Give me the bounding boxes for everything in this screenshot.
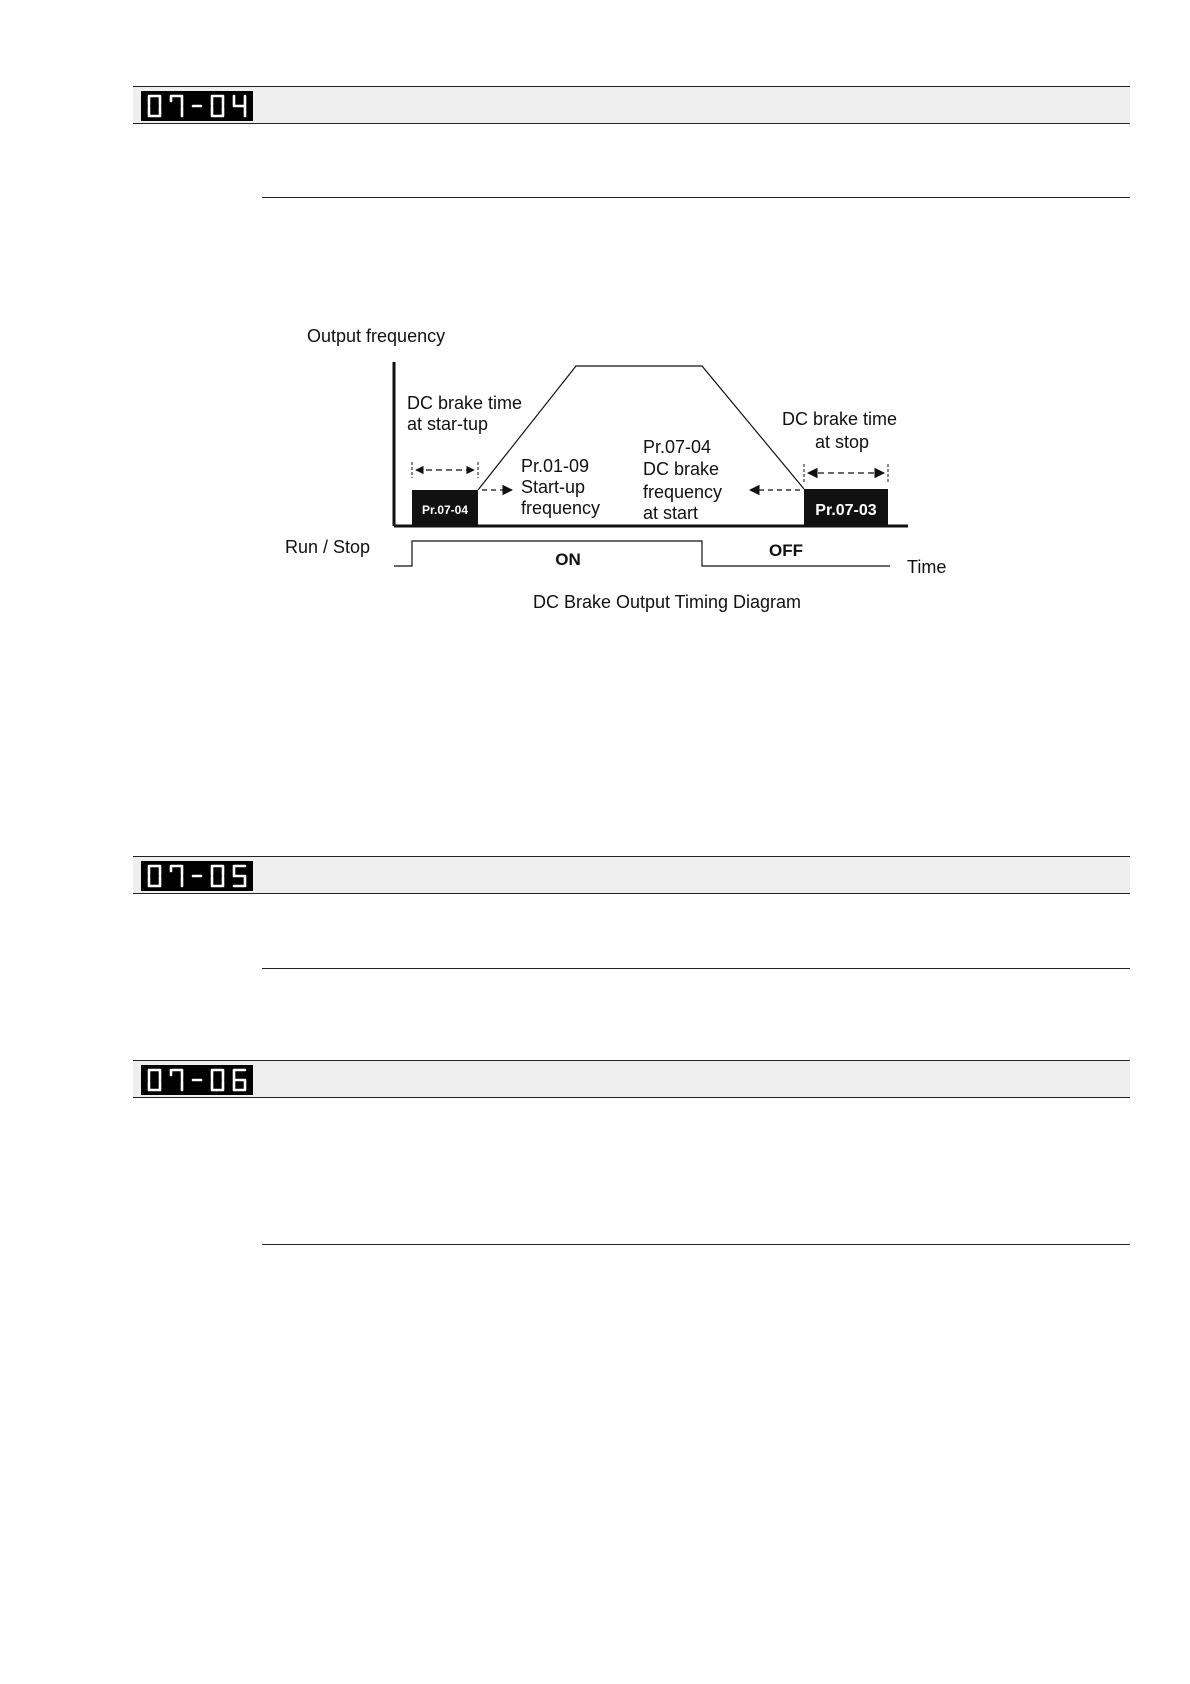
param-code-display (141, 91, 253, 121)
param-code-display (141, 1065, 253, 1095)
box-start-label: Pr.07-04 (421, 503, 469, 517)
on-label: ON (555, 550, 581, 569)
section-divider (262, 197, 1130, 198)
startup-freq-label: Pr.01-09 Start-up frequency (521, 456, 601, 518)
off-label: OFF (769, 541, 803, 560)
run-stop-signal (394, 541, 890, 566)
param-header-07-05 (133, 856, 1130, 894)
run-stop-label: Run / Stop (285, 537, 371, 557)
param-header-07-06 (133, 1060, 1130, 1098)
dc-brake-timing-diagram (270, 318, 970, 628)
dc-brake-stop-label: DC brake time at stop (781, 409, 898, 452)
brake-freq-label: Pr.07-04 DC brake frequency at start (643, 437, 723, 523)
y-axis-label: Output frequency (307, 326, 446, 346)
box-stop-label: Pr.07-03 (815, 502, 877, 519)
section-divider (262, 1244, 1130, 1245)
dc-brake-start-label: DC brake time at star-tup (407, 393, 523, 434)
time-label: Time (907, 557, 947, 577)
diagram-caption: DC Brake Output Timing Diagram (532, 592, 802, 612)
param-header-07-04 (133, 86, 1130, 124)
param-code-display (141, 861, 253, 891)
section-divider (262, 968, 1130, 969)
